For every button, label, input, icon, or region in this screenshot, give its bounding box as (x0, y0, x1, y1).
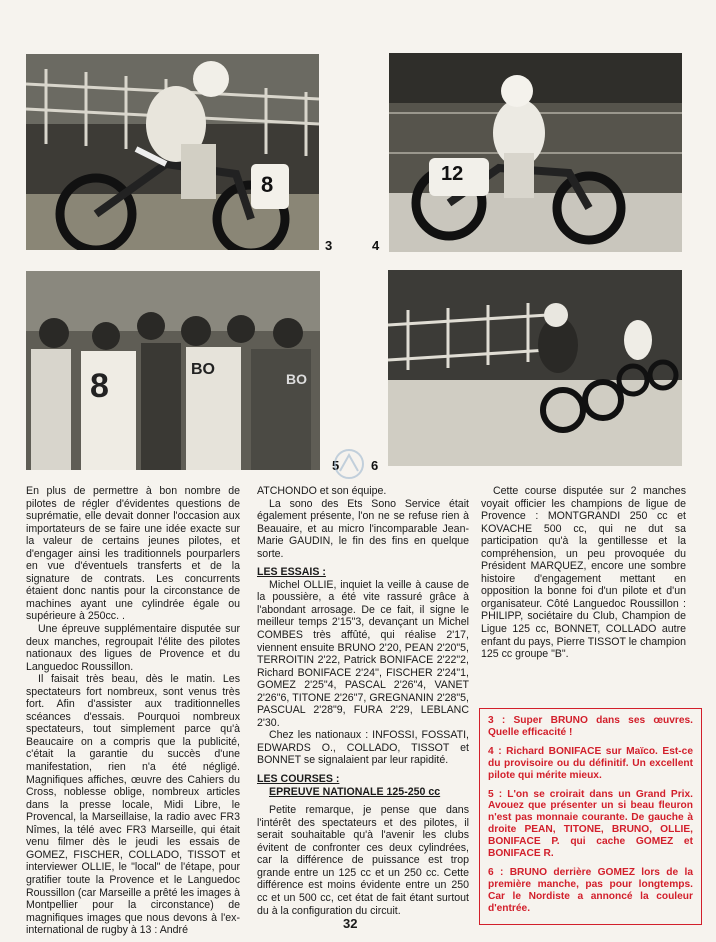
section-heading-essais: LES ESSAIS : (257, 566, 326, 579)
caption-5: 5 : L'on se croirait dans un Grand Prix. Avouez que présenter un si beau fleuron n'est pas monnaie courante. De gauche à droite PEAN, TITONE, BRUNO, OLLIE, BONIFACE P. qui cache GOMEZ et BONIFACE R. (488, 788, 693, 860)
caption-4: 4 : Richard BONIFACE sur Maïco. Est-ce du provisoire ou du définitif. Un excellent pilote qui mérite mieux. (488, 745, 693, 781)
photo-5 (26, 271, 320, 470)
photo-5-shirt-logo: BO (286, 371, 307, 387)
photo-4 (389, 53, 682, 252)
photo-6-number: 6 (371, 458, 379, 473)
paragraph: Une épreuve supplémentaire disputée sur deux manches, regroupait l'élite des pilotes nationaux des ligues de Provence et du Languedoc Roussillon. (26, 623, 240, 673)
paragraph: Michel OLLIE, inquiet la veille à cause de la poussière, a été vite rassuré grâce à l'abondant arrosage. De ce fait, il signe le meilleur temps 2'15"3, devançant un Michel COMBES très affûté, qui réalise 2'17, viennent ensuite BRUNO 2'20, PEAN 2'20"5, TERROITIN 2'22, Patrick BONIFACE 2'22"2, Richard BONIFACE 2'24'', FISCHER 2'24"1, GOMEZ 2'25"4, PASCAL 2'26"4, VANET 2'26"6, TITONE 2'26"7, GREGNANIN 2'28"5, PASCUAL 2'28"9, FURA 2'29, LEBLANC 2'30. (257, 578, 469, 729)
paragraph: Cette course disputée sur 2 manches voyait officier les champions de ligue de Provence : MONTGRANDI 250 cc et KOVACHE 500 cc, qui ne dut sa participation qu'à la gentillesse et la compréhension, un peu provoquée du Président MARQUEZ, encore une sombre histoire d'engagement mettant en opposition la bonne foi d'un pilote et d'un organisateur. Côté Languedoc Roussillon : PHILIPP, sociétaire du Club, Champion de Ligue 125 cc, BONNET, COLLADO autre enfant du pays, Pierre TISSOT le champion 125 cc groupe "B". (481, 485, 686, 661)
photo-4-image (389, 53, 682, 252)
photo-5-shirt-logo: BO (191, 361, 215, 378)
watermark-logo (330, 447, 368, 481)
paragraph: Chez les nationaux : INFOSSI, FOSSATI, EDWARDS O., COLLADO, TISSOT et BONNET se signalaient par leur rapidité. (257, 729, 469, 767)
caption-3: 3 : Super BRUNO dans ses œuvres. Quelle efficacité ! (488, 715, 693, 738)
article-column-3 (481, 485, 686, 661)
article-column-1 (26, 485, 240, 937)
paragraph: En plus de permettre à bon nombre de pilotes de régler d'évidentes questions de suprématie, elle devait donner l'occasion aux importateurs de se faire une idée exacte sur la valeur de certains jeunes pilotes, et d'engager ainsi les traditionnels pourparlers en vue d'éventuels transferts et de la signature de contrats. Les concurrents étaient donc nantis pour la circonstance de machines ayant une cylindrée égale ou supérieure à 250cc. . (26, 485, 240, 623)
paragraph: Il faisait très beau, dès le matin. Les spectateurs fort nombreux, sont venus très fort. Afin d'assister aux traditionnelles scéances d'essais. Pourquoi nombreux spectateurs, tout simplement parce qu'à Beaucaire on a compris que la publicité, c'était la garantie du succès d'une manifestation, rien n'a été négligé. Magnifiques affiches, œuvre des Cahiers du Cross, noblesse oblige, nombreux articles dans la presse locale, Midi Libre, le Provencal, la Marseillaise, la radio avec FR3 Nîmes, la télé avec FR3 Marseille, qui était venu filmer dès le jeudi les essais de GOMEZ, FISCHER, COLLADO, TISSOT et interviewer OLLIE, le "local" de l'étape, pour gratifier toute la Provence et le Languedoc Roussillon (car Marseille a prêté les images à Montpellier pour la circonstance) de magnifiques images que nous devons à l'ex-international de rugby à 13 : André (26, 673, 240, 937)
photo-captions-box (479, 708, 702, 925)
section-heading-courses: LES COURSES : (257, 773, 340, 786)
paragraph: La sono des Ets Sono Service était également présente, l'on ne se refuse rien à Beauaire, et au micro l'incomparable Jean-Marie GAUDIN, le fin des fins en quelque sorte. (257, 497, 469, 560)
caption-6: 6 : BRUNO derrière GOMEZ lors de la première manche, pas pour longtemps. Car le Nordiste a annoncé la couleur d'entrée. (488, 866, 693, 914)
photo-3-plate-number: 8 (261, 172, 274, 197)
photo-5-shirt-number: 8 (90, 367, 109, 405)
photo-4-plate-number: 12 (441, 163, 464, 185)
page-number: 32 (343, 916, 358, 931)
photo-3-number: 3 (325, 238, 333, 253)
photo-5-image (26, 271, 320, 470)
photo-3 (26, 54, 319, 250)
photo-6-image (388, 270, 682, 466)
paragraph: ATCHONDO et son équipe. (257, 485, 387, 497)
photo-6 (388, 270, 682, 466)
photo-4-number: 4 (372, 238, 380, 253)
article-column-2 (257, 485, 469, 917)
section-subheading-epreuve: EPREUVE NATIONALE 125-250 cc (269, 785, 441, 798)
photo-5-number: 5 (332, 458, 340, 473)
photo-3-image (26, 54, 319, 250)
paragraph: Petite remarque, je pense que dans l'intérêt des spectateurs et des pilotes, il serait souhaitable qu'à l'avenir les clubs évitent de confronter ces deux cylindrées, car la différence de puissance est trop grande entre un 125 cc et un 250 cc. Cette différence est moins évidente entre un 250 cc et un 500 cc, cet état de fait étant surtout du à la configuration du circuit. (257, 804, 469, 917)
